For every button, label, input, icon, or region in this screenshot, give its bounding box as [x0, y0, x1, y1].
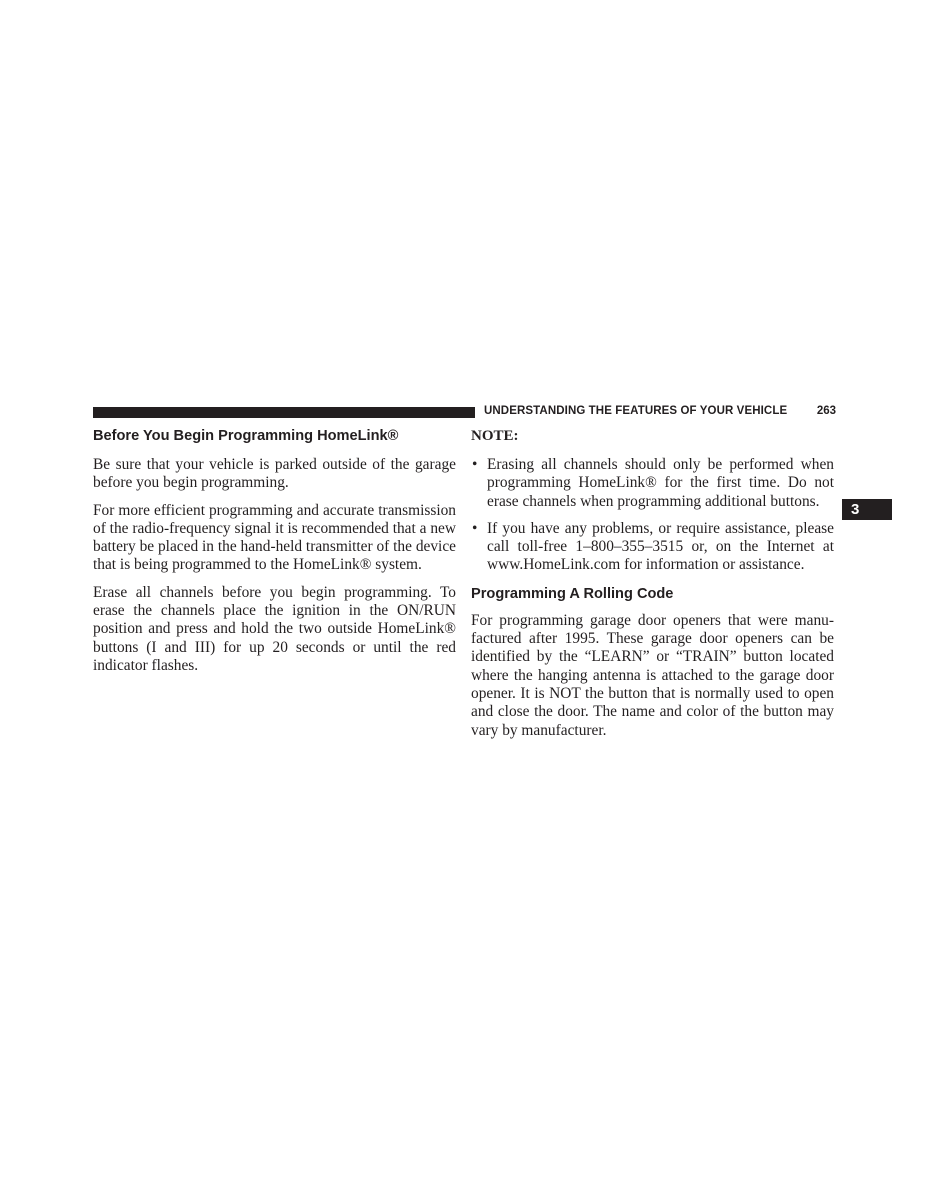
left-column: [93, 426, 456, 684]
page-number: 263: [816, 405, 836, 417]
section-heading-rolling-code: Programming A Rolling Code: [471, 585, 674, 602]
right-column: [471, 426, 834, 749]
header-rule-bar: [93, 407, 475, 418]
paragraph-rolling-code: For programming garage door openers that were manufactured after 1995. These garage door openers can be identified by the “LEARN” or “TRAIN” button located where the hanging antenna is attached to the garage door opener. It is NOT the button that is normally used to open and close the door. The name and color of the button may vary by manufacturer.: [471, 611, 834, 739]
bullet-icon: •: [472, 456, 478, 473]
list-item-text: If you have any problems, or require assistance, please call toll-free 1–800–355–3515 or, on the Internet at www.HomeLink.com for information or assistance.: [487, 519, 834, 574]
note-bullet-list: [471, 456, 834, 575]
section-heading-before-you-begin: Before You Begin Programming HomeLink®: [93, 428, 399, 444]
bullet-icon: •: [472, 519, 478, 537]
list-item: [471, 456, 834, 511]
list-item-text: Erasing all channels should only be performed when programming HomeLink® for the first time. Do not erase channels when programming additional buttons.: [487, 456, 834, 510]
paragraph-new-battery: For more efficient programming and accurate transmission of the radio-frequency signal it is recommended that a new battery be placed in the hand-held transmitter of the device that is being programmed to the HomeLink® system.: [93, 501, 456, 574]
paragraph-erase-channels: Erase all channels before you begin programming. To erase the channels place the ignition in the ON/RUN position and press and hold the two outside HomeLink® buttons (I and III) for up 20 seconds or until the red indicator flashes.: [93, 583, 456, 674]
running-header-title: UNDERSTANDING THE FEATURES OF YOUR VEHICLE: [484, 405, 788, 417]
note-label: NOTE:: [471, 428, 519, 444]
paragraph-park-outside: Be sure that your vehicle is parked outside of the garage before you begin programming.: [93, 456, 456, 492]
list-item: [471, 520, 834, 575]
chapter-tab: 3: [842, 499, 892, 520]
